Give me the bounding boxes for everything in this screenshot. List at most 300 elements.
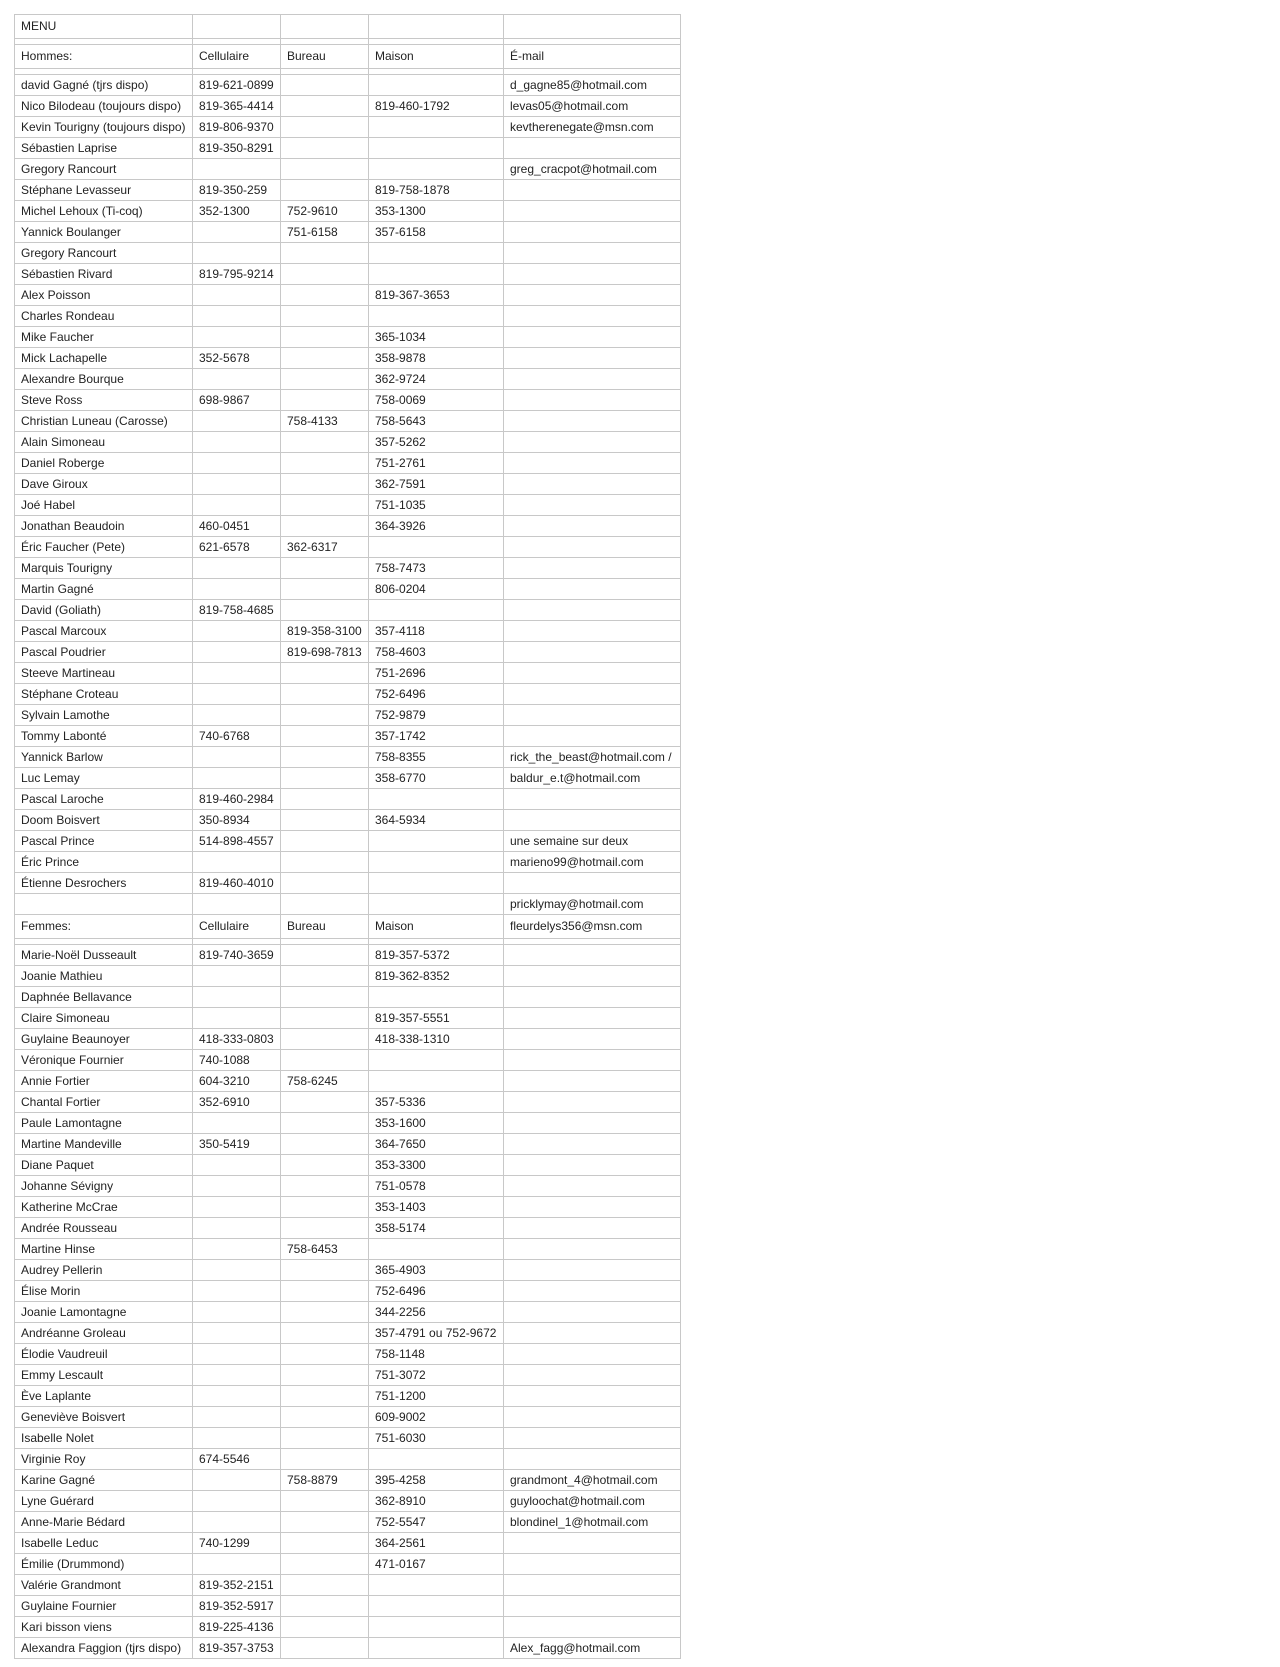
cell-email[interactable] (504, 642, 681, 663)
cell-cellulaire[interactable] (193, 453, 281, 474)
cell-maison[interactable]: 752-9879 (369, 705, 504, 726)
cell-bureau[interactable] (281, 306, 369, 327)
cell-cellulaire[interactable] (193, 1491, 281, 1512)
cell-bureau[interactable]: 362-6317 (281, 537, 369, 558)
cell-cellulaire[interactable] (193, 285, 281, 306)
cell-cellulaire[interactable]: 819-225-4136 (193, 1617, 281, 1638)
menu-label[interactable]: MENU (15, 15, 193, 39)
cell-cellulaire[interactable] (193, 1470, 281, 1491)
cell-email[interactable] (504, 180, 681, 201)
cell-email[interactable]: levas05@hotmail.com (504, 96, 681, 117)
cell-email[interactable] (504, 1239, 681, 1260)
cell-name[interactable]: Stéphane Levasseur (15, 180, 193, 201)
cell-bureau[interactable] (281, 1113, 369, 1134)
cell-maison[interactable]: 751-3072 (369, 1365, 504, 1386)
cell-bureau[interactable]: 758-6453 (281, 1239, 369, 1260)
cell-email[interactable] (504, 966, 681, 987)
cell-email[interactable] (504, 1092, 681, 1113)
cell-email[interactable] (504, 1197, 681, 1218)
cell-bureau[interactable] (281, 495, 369, 516)
cell-cellulaire[interactable]: 352-5678 (193, 348, 281, 369)
cell-name[interactable]: Alain Simoneau (15, 432, 193, 453)
cell-name[interactable]: Nico Bilodeau (toujours dispo) (15, 96, 193, 117)
cell-email[interactable] (504, 1008, 681, 1029)
cell-cellulaire[interactable] (193, 1512, 281, 1533)
cell-cellulaire[interactable] (193, 369, 281, 390)
cell-email[interactable] (504, 600, 681, 621)
cell-bureau[interactable] (281, 579, 369, 600)
cell-name[interactable]: Élise Morin (15, 1281, 193, 1302)
cell-cellulaire[interactable] (193, 705, 281, 726)
cell-bureau[interactable] (281, 1302, 369, 1323)
cell-name[interactable]: Luc Lemay (15, 768, 193, 789)
cell-name[interactable] (15, 894, 193, 915)
cell-name[interactable]: Mick Lachapelle (15, 348, 193, 369)
cell-bureau[interactable] (281, 1386, 369, 1407)
cell-name[interactable]: Sébastien Laprise (15, 138, 193, 159)
cell-maison[interactable] (369, 138, 504, 159)
cell-name[interactable]: Claire Simoneau (15, 1008, 193, 1029)
cell-email[interactable]: rick_the_beast@hotmail.com / (504, 747, 681, 768)
cell-cellulaire[interactable] (193, 1113, 281, 1134)
cell-maison[interactable]: 752-6496 (369, 684, 504, 705)
cell-email[interactable]: Alex_fagg@hotmail.com (504, 1638, 681, 1659)
cell-maison[interactable]: 819-357-5372 (369, 945, 504, 966)
cell-maison[interactable]: 751-0578 (369, 1176, 504, 1197)
cell-cellulaire[interactable] (193, 1386, 281, 1407)
cell-name[interactable]: david Gagné (tjrs dispo) (15, 75, 193, 96)
cell-maison[interactable] (369, 852, 504, 873)
cell-email[interactable]: blondinel_1@hotmail.com (504, 1512, 681, 1533)
cell-maison[interactable]: 353-1600 (369, 1113, 504, 1134)
cell-cellulaire[interactable] (193, 327, 281, 348)
cell-cellulaire[interactable]: 819-350-259 (193, 180, 281, 201)
cell-cellulaire[interactable] (193, 558, 281, 579)
cell-name[interactable]: Charles Rondeau (15, 306, 193, 327)
cell-email[interactable] (504, 1302, 681, 1323)
cell-cellulaire[interactable] (193, 1428, 281, 1449)
cell-email[interactable] (504, 873, 681, 894)
cell-bureau[interactable] (281, 831, 369, 852)
cell-maison[interactable]: 758-0069 (369, 390, 504, 411)
cell-bureau[interactable] (281, 705, 369, 726)
cell-name[interactable]: Daphnée Bellavance (15, 987, 193, 1008)
cell-cellulaire[interactable]: 819-621-0899 (193, 75, 281, 96)
cell-bureau[interactable] (281, 516, 369, 537)
cell-cellulaire[interactable]: 418-333-0803 (193, 1029, 281, 1050)
cell-name[interactable]: Pascal Poudrier (15, 642, 193, 663)
cell-name[interactable]: Guylaine Beaunoyer (15, 1029, 193, 1050)
cell-name[interactable]: Sébastien Rivard (15, 264, 193, 285)
cell-cellulaire[interactable]: 819-460-2984 (193, 789, 281, 810)
cell-bureau[interactable]: 758-4133 (281, 411, 369, 432)
cell-name[interactable]: Éric Prince (15, 852, 193, 873)
cell-bureau[interactable] (281, 852, 369, 873)
cell-email[interactable] (504, 579, 681, 600)
cell-bureau[interactable] (281, 243, 369, 264)
cell-bureau[interactable] (281, 894, 369, 915)
cell-bureau[interactable] (281, 1008, 369, 1029)
cell-maison[interactable]: 751-1035 (369, 495, 504, 516)
cell-bureau[interactable] (281, 1617, 369, 1638)
cell-bureau[interactable]: 758-8879 (281, 1470, 369, 1491)
cell-email[interactable] (504, 558, 681, 579)
cell-maison[interactable]: 758-4603 (369, 642, 504, 663)
cell-name[interactable]: Isabelle Nolet (15, 1428, 193, 1449)
cell-maison[interactable] (369, 117, 504, 138)
cell-bureau[interactable] (281, 789, 369, 810)
cell-email[interactable] (504, 705, 681, 726)
cell-maison[interactable]: 471-0167 (369, 1554, 504, 1575)
cell-email[interactable] (504, 537, 681, 558)
cell-name[interactable]: Alex Poisson (15, 285, 193, 306)
cell-maison[interactable] (369, 873, 504, 894)
cell-email[interactable] (504, 474, 681, 495)
cell-email[interactable] (504, 243, 681, 264)
cell-bureau[interactable] (281, 264, 369, 285)
cell-email[interactable] (504, 327, 681, 348)
cell-bureau[interactable] (281, 327, 369, 348)
cell-cellulaire[interactable]: Cellulaire (193, 915, 281, 939)
cell-name[interactable]: Valérie Grandmont (15, 1575, 193, 1596)
cell-name[interactable]: Lyne Guérard (15, 1491, 193, 1512)
cell-email[interactable] (504, 684, 681, 705)
cell-bureau[interactable] (281, 1491, 369, 1512)
cell-bureau[interactable] (281, 1512, 369, 1533)
cell-bureau[interactable] (281, 1092, 369, 1113)
cell-bureau[interactable] (281, 432, 369, 453)
cell-cellulaire[interactable]: 740-6768 (193, 726, 281, 747)
cell-maison[interactable]: 819-367-3653 (369, 285, 504, 306)
cell-maison[interactable]: 819-460-1792 (369, 96, 504, 117)
cell-email[interactable] (504, 1428, 681, 1449)
cell-bureau[interactable] (281, 348, 369, 369)
cell-maison[interactable] (369, 1050, 504, 1071)
cell-maison[interactable] (369, 1638, 504, 1659)
cell-email[interactable] (504, 1386, 681, 1407)
cell-name[interactable]: Alexandra Faggion (tjrs dispo) (15, 1638, 193, 1659)
cell-maison[interactable] (369, 894, 504, 915)
cell-maison[interactable] (369, 537, 504, 558)
cell-bureau[interactable] (281, 945, 369, 966)
cell-bureau[interactable] (281, 117, 369, 138)
cell-name[interactable]: Élodie Vaudreuil (15, 1344, 193, 1365)
cell-email[interactable] (504, 306, 681, 327)
empty-cell[interactable] (504, 15, 681, 39)
cell-cellulaire[interactable]: 819-352-2151 (193, 1575, 281, 1596)
cell-name[interactable]: Joé Habel (15, 495, 193, 516)
cell-name[interactable]: Kari bisson viens (15, 1617, 193, 1638)
cell-maison[interactable] (369, 1449, 504, 1470)
cell-name[interactable]: Gregory Rancourt (15, 243, 193, 264)
cell-email[interactable] (504, 264, 681, 285)
cell-bureau[interactable] (281, 1029, 369, 1050)
cell-name[interactable]: Ève Laplante (15, 1386, 193, 1407)
cell-email[interactable] (504, 1176, 681, 1197)
cell-email[interactable] (504, 1155, 681, 1176)
cell-email[interactable] (504, 1113, 681, 1134)
cell-bureau[interactable] (281, 1554, 369, 1575)
cell-bureau[interactable] (281, 663, 369, 684)
cell-cellulaire[interactable] (193, 663, 281, 684)
cell-cellulaire[interactable] (193, 474, 281, 495)
cell-bureau[interactable] (281, 390, 369, 411)
cell-cellulaire[interactable] (193, 684, 281, 705)
cell-name[interactable]: Tommy Labonté (15, 726, 193, 747)
cell-maison[interactable]: 819-357-5551 (369, 1008, 504, 1029)
cell-name[interactable]: Femmes: (15, 915, 193, 939)
cell-name[interactable]: Katherine McCrae (15, 1197, 193, 1218)
cell-maison[interactable]: 758-1148 (369, 1344, 504, 1365)
cell-maison[interactable]: 357-5262 (369, 432, 504, 453)
cell-bureau[interactable]: Bureau (281, 915, 369, 939)
cell-email[interactable] (504, 1071, 681, 1092)
cell-bureau[interactable] (281, 180, 369, 201)
cell-email[interactable] (504, 810, 681, 831)
cell-maison[interactable] (369, 1239, 504, 1260)
cell-email[interactable] (504, 453, 681, 474)
cell-email[interactable] (504, 495, 681, 516)
cell-email[interactable] (504, 789, 681, 810)
cell-email[interactable] (504, 222, 681, 243)
cell-bureau[interactable] (281, 1134, 369, 1155)
cell-bureau[interactable] (281, 684, 369, 705)
cell-bureau[interactable] (281, 138, 369, 159)
cell-email[interactable] (504, 1260, 681, 1281)
cell-name[interactable]: Kevin Tourigny (toujours dispo) (15, 117, 193, 138)
cell-cellulaire[interactable] (193, 1260, 281, 1281)
cell-name[interactable]: Alexandre Bourque (15, 369, 193, 390)
cell-maison[interactable]: 358-9878 (369, 348, 504, 369)
cell-name[interactable]: Steve Ross (15, 390, 193, 411)
cell-name[interactable]: Audrey Pellerin (15, 1260, 193, 1281)
cell-maison[interactable]: Maison (369, 915, 504, 939)
cell-cellulaire[interactable] (193, 432, 281, 453)
cell-cellulaire[interactable] (193, 852, 281, 873)
cell-bureau[interactable] (281, 1596, 369, 1617)
cell-email[interactable]: guyloochat@hotmail.com (504, 1491, 681, 1512)
cell-maison[interactable] (369, 1617, 504, 1638)
cell-name[interactable]: Martine Mandeville (15, 1134, 193, 1155)
cell-name[interactable]: Dave Giroux (15, 474, 193, 495)
cell-bureau[interactable]: 752-9610 (281, 201, 369, 222)
cell-cellulaire[interactable] (193, 1155, 281, 1176)
cell-name[interactable]: Geneviève Boisvert (15, 1407, 193, 1428)
cell-cellulaire[interactable]: 604-3210 (193, 1071, 281, 1092)
cell-maison[interactable]: 353-3300 (369, 1155, 504, 1176)
cell-maison[interactable] (369, 789, 504, 810)
cell-maison[interactable] (369, 159, 504, 180)
cell-cellulaire[interactable] (193, 306, 281, 327)
cell-cellulaire[interactable] (193, 579, 281, 600)
cell-name[interactable]: Emmy Lescault (15, 1365, 193, 1386)
cell-bureau[interactable] (281, 1428, 369, 1449)
cell-name[interactable]: Andréanne Groleau (15, 1323, 193, 1344)
cell-bureau[interactable] (281, 1155, 369, 1176)
cell-maison[interactable]: 609-9002 (369, 1407, 504, 1428)
cell-maison[interactable] (369, 831, 504, 852)
cell-email[interactable] (504, 1365, 681, 1386)
cell-cellulaire[interactable] (193, 222, 281, 243)
cell-maison[interactable] (369, 75, 504, 96)
cell-email[interactable] (504, 516, 681, 537)
cell-name[interactable]: Sylvain Lamothe (15, 705, 193, 726)
cell-name[interactable]: Mike Faucher (15, 327, 193, 348)
cell-maison[interactable]: 362-7591 (369, 474, 504, 495)
cell-email[interactable] (504, 1407, 681, 1428)
cell-cellulaire[interactable] (193, 1365, 281, 1386)
cell-email[interactable] (504, 1554, 681, 1575)
cell-name[interactable]: Hommes: (15, 45, 193, 69)
cell-cellulaire[interactable]: 819-795-9214 (193, 264, 281, 285)
cell-cellulaire[interactable] (193, 495, 281, 516)
cell-maison[interactable]: 758-5643 (369, 411, 504, 432)
cell-name[interactable]: Annie Fortier (15, 1071, 193, 1092)
cell-bureau[interactable] (281, 558, 369, 579)
cell-bureau[interactable] (281, 810, 369, 831)
cell-email[interactable]: une semaine sur deux (504, 831, 681, 852)
cell-cellulaire[interactable] (193, 894, 281, 915)
cell-maison[interactable] (369, 600, 504, 621)
cell-email[interactable] (504, 432, 681, 453)
cell-bureau[interactable] (281, 1449, 369, 1470)
cell-maison[interactable]: 819-758-1878 (369, 180, 504, 201)
cell-bureau[interactable] (281, 1197, 369, 1218)
cell-cellulaire[interactable]: 819-365-4414 (193, 96, 281, 117)
cell-bureau[interactable] (281, 768, 369, 789)
cell-name[interactable]: Pascal Laroche (15, 789, 193, 810)
cell-cellulaire[interactable]: 740-1299 (193, 1533, 281, 1554)
cell-cellulaire[interactable]: 819-460-4010 (193, 873, 281, 894)
cell-name[interactable]: Guylaine Fournier (15, 1596, 193, 1617)
cell-cellulaire[interactable] (193, 966, 281, 987)
cell-email[interactable] (504, 726, 681, 747)
cell-email[interactable] (504, 945, 681, 966)
cell-email[interactable]: greg_cracpot@hotmail.com (504, 159, 681, 180)
cell-maison[interactable] (369, 306, 504, 327)
cell-bureau[interactable] (281, 285, 369, 306)
cell-email[interactable]: fleurdelys356@msn.com (504, 915, 681, 939)
cell-email[interactable]: grandmont_4@hotmail.com (504, 1470, 681, 1491)
cell-email[interactable] (504, 1323, 681, 1344)
cell-maison[interactable]: 365-4903 (369, 1260, 504, 1281)
cell-name[interactable]: Daniel Roberge (15, 453, 193, 474)
cell-maison[interactable]: 362-8910 (369, 1491, 504, 1512)
cell-bureau[interactable]: 751-6158 (281, 222, 369, 243)
cell-name[interactable]: Diane Paquet (15, 1155, 193, 1176)
cell-cellulaire[interactable] (193, 642, 281, 663)
cell-maison[interactable] (369, 1596, 504, 1617)
cell-bureau[interactable]: 758-6245 (281, 1071, 369, 1092)
cell-maison[interactable]: 752-6496 (369, 1281, 504, 1302)
cell-bureau[interactable] (281, 159, 369, 180)
cell-cellulaire[interactable]: 352-6910 (193, 1092, 281, 1113)
cell-maison[interactable]: 806-0204 (369, 579, 504, 600)
cell-maison[interactable]: 362-9724 (369, 369, 504, 390)
cell-maison[interactable]: 364-3926 (369, 516, 504, 537)
cell-email[interactable] (504, 1533, 681, 1554)
cell-cellulaire[interactable] (193, 1302, 281, 1323)
cell-cellulaire[interactable] (193, 768, 281, 789)
empty-cell[interactable] (281, 15, 369, 39)
cell-bureau[interactable] (281, 453, 369, 474)
cell-maison[interactable]: 395-4258 (369, 1470, 504, 1491)
cell-bureau[interactable] (281, 1218, 369, 1239)
cell-maison[interactable]: 364-7650 (369, 1134, 504, 1155)
cell-cellulaire[interactable] (193, 159, 281, 180)
cell-email[interactable] (504, 411, 681, 432)
cell-cellulaire[interactable]: 819-352-5917 (193, 1596, 281, 1617)
cell-cellulaire[interactable] (193, 1407, 281, 1428)
cell-name[interactable]: Étienne Desrochers (15, 873, 193, 894)
cell-name[interactable]: Stéphane Croteau (15, 684, 193, 705)
cell-email[interactable] (504, 987, 681, 1008)
cell-cellulaire[interactable]: 460-0451 (193, 516, 281, 537)
cell-bureau[interactable] (281, 747, 369, 768)
cell-maison[interactable]: 751-6030 (369, 1428, 504, 1449)
cell-maison[interactable]: 353-1300 (369, 201, 504, 222)
cell-name[interactable]: Isabelle Leduc (15, 1533, 193, 1554)
cell-cellulaire[interactable] (193, 1008, 281, 1029)
cell-bureau[interactable] (281, 726, 369, 747)
cell-cellulaire[interactable]: 819-357-3753 (193, 1638, 281, 1659)
cell-bureau[interactable] (281, 75, 369, 96)
cell-maison[interactable] (369, 264, 504, 285)
cell-email[interactable] (504, 1617, 681, 1638)
cell-maison[interactable]: 418-338-1310 (369, 1029, 504, 1050)
cell-name[interactable]: Véronique Fournier (15, 1050, 193, 1071)
cell-bureau[interactable] (281, 1533, 369, 1554)
cell-email[interactable]: d_gagne85@hotmail.com (504, 75, 681, 96)
cell-email[interactable] (504, 1281, 681, 1302)
cell-name[interactable]: Yannick Barlow (15, 747, 193, 768)
cell-cellulaire[interactable] (193, 411, 281, 432)
cell-name[interactable]: Marquis Tourigny (15, 558, 193, 579)
cell-name[interactable]: David (Goliath) (15, 600, 193, 621)
cell-name[interactable]: Jonathan Beaudoin (15, 516, 193, 537)
cell-bureau[interactable] (281, 1323, 369, 1344)
cell-email[interactable] (504, 1344, 681, 1365)
cell-email[interactable] (504, 663, 681, 684)
cell-maison[interactable]: 364-2561 (369, 1533, 504, 1554)
cell-maison[interactable]: 357-1742 (369, 726, 504, 747)
cell-bureau[interactable] (281, 1176, 369, 1197)
cell-email[interactable]: baldur_e.t@hotmail.com (504, 768, 681, 789)
cell-email[interactable] (504, 285, 681, 306)
cell-name[interactable]: Pascal Marcoux (15, 621, 193, 642)
cell-cellulaire[interactable]: 350-8934 (193, 810, 281, 831)
cell-maison[interactable]: Maison (369, 45, 504, 69)
cell-maison[interactable]: 357-5336 (369, 1092, 504, 1113)
cell-bureau[interactable]: 819-358-3100 (281, 621, 369, 642)
cell-maison[interactable]: 751-2696 (369, 663, 504, 684)
cell-maison[interactable] (369, 243, 504, 264)
cell-maison[interactable]: 357-6158 (369, 222, 504, 243)
cell-name[interactable]: Johanne Sévigny (15, 1176, 193, 1197)
cell-maison[interactable] (369, 987, 504, 1008)
cell-bureau[interactable] (281, 96, 369, 117)
cell-cellulaire[interactable]: 740-1088 (193, 1050, 281, 1071)
cell-cellulaire[interactable]: 698-9867 (193, 390, 281, 411)
cell-maison[interactable]: 819-362-8352 (369, 966, 504, 987)
cell-maison[interactable]: 752-5547 (369, 1512, 504, 1533)
cell-bureau[interactable]: Bureau (281, 45, 369, 69)
cell-name[interactable]: Émilie (Drummond) (15, 1554, 193, 1575)
cell-email[interactable] (504, 369, 681, 390)
cell-email[interactable] (504, 1050, 681, 1071)
cell-name[interactable]: Virginie Roy (15, 1449, 193, 1470)
cell-name[interactable]: Chantal Fortier (15, 1092, 193, 1113)
